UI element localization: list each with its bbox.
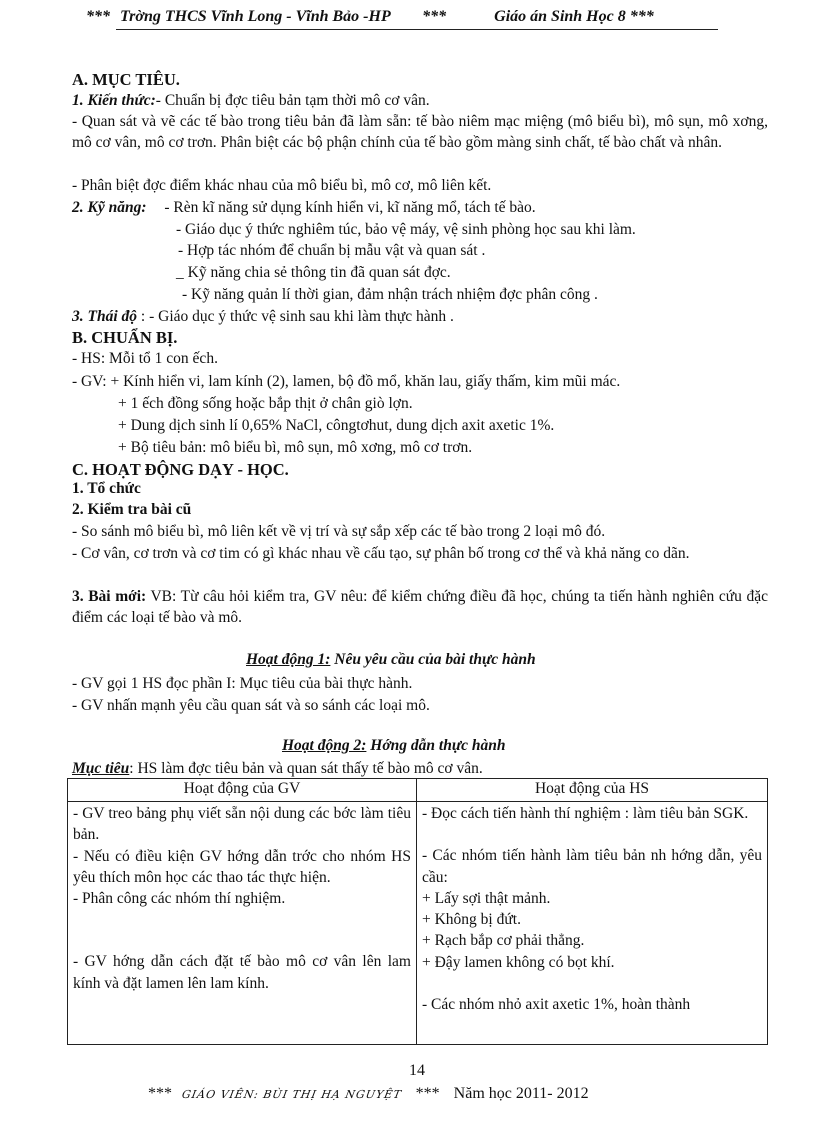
- check-title: 2. Kiểm tra bài cũ: [72, 501, 192, 518]
- skill-item: - Hợp tác nhóm để chuẩn bị mẫu vật và quan sát .: [178, 242, 486, 259]
- header-rule: [116, 29, 718, 30]
- activity-1-label: Hoạt động 1:: [246, 651, 331, 668]
- gv-item: - Nếu có điều kiện GV hớng dẫn trớc cho nhóm HS yêu thích môn học các thao tác thực hiện.: [73, 847, 411, 886]
- footer-teacher: GIÁO VIÊN: BÙI THỊ HẠ NGUYỆT: [180, 1088, 403, 1101]
- skill-item: - Giáo dục ý thức nghiêm túc, bảo vệ máy, vệ sinh phòng học sau khi làm.: [176, 221, 636, 238]
- prep-hs: - HS: Mỗi tổ 1 con ếch.: [72, 350, 218, 367]
- header-stars-left: ***: [86, 8, 110, 25]
- prep-gv-item: + Bộ tiêu bản: mô biểu bì, mô sụn, mô xơng, mô cơ trơn.: [118, 439, 473, 456]
- new-lesson-text: VB: Từ câu hỏi kiểm tra, GV nêu: để kiểm chứng điều đã học, chúng ta tiến hành nghiên cứu đặc điểm các loại tế bào và mô.: [72, 588, 768, 626]
- goal-label: Mục tiêu: [72, 760, 130, 777]
- goal-text: : HS làm đợc tiêu bản và quan sát thấy tế bào mô cơ vân.: [129, 760, 483, 777]
- attitude-label: 3. Thái độ: [72, 308, 138, 325]
- gv-cell: [68, 802, 417, 1045]
- skill-item: _ Kỹ năng chia sẻ thông tin đã quan sát đợc.: [176, 264, 451, 281]
- attitude-text: : - Giáo dục ý thức vệ sinh sau khi làm thực hành .: [140, 308, 454, 325]
- skills-label: 2. Kỹ năng:: [72, 199, 147, 216]
- hs-item: - Các nhóm nhỏ axit axetic 1%, hoàn thành: [422, 996, 691, 1014]
- header-stars-mid: ***: [422, 8, 447, 25]
- page-header: [86, 8, 746, 26]
- header-school: Trờng THCS Vĩnh Long - Vĩnh Bảo -HP: [120, 8, 391, 25]
- gv-item: - Phân công các nhóm thí nghiệm.: [73, 890, 286, 908]
- activity-table: [67, 778, 768, 1045]
- hs-item: + Đậy lamen không có bọt khí.: [422, 953, 615, 971]
- activity-1-line: - GV nhấn mạnh yêu cầu quan sát và so sánh các loại mô.: [72, 697, 430, 714]
- new-lesson-label: 3. Bài mới:: [72, 588, 147, 605]
- hs-item: - Các nhóm tiến hành làm tiêu bản nh hớng dẫn, yêu cầu:: [422, 847, 762, 886]
- activity-1-title: [246, 651, 536, 669]
- table-row: [68, 802, 768, 1045]
- gv-item: - GV treo bảng phụ viết sẵn nội dung các bớc làm tiêu bản.: [73, 805, 411, 844]
- activity-2-goal: [72, 758, 483, 779]
- section-b-title: B. CHUẨN BỊ.: [72, 328, 178, 347]
- footer-stars-left: ***: [148, 1085, 172, 1102]
- knowledge-3: - Phân biệt đợc điểm khác nhau của mô biểu bì, mô cơ, mô liên kết.: [72, 177, 492, 194]
- activity-1-line: - GV gọi 1 HS đọc phần I: Mục tiêu của bài thực hành.: [72, 675, 413, 692]
- prep-gv-item: + 1 ếch đồng sống hoặc bắp thịt ở chân giò lợn.: [118, 395, 413, 412]
- activity-2-label: Hoạt động 2:: [282, 737, 367, 754]
- activity-2-title: [282, 737, 505, 755]
- section-a-title: A. MỤC TIÊU.: [72, 70, 180, 89]
- activity-1-name: Nêu yêu cầu của bài thực hành: [330, 651, 536, 668]
- hs-item: + Lấy sợi thật mảnh.: [422, 889, 551, 907]
- page-number: 14: [409, 1062, 425, 1079]
- header-stars-right: ***: [629, 8, 654, 25]
- attitude-line: [72, 306, 454, 327]
- skill-item: - Rèn kĩ năng sử dụng kính hiển vi, kĩ năng mổ, tách tế bào.: [164, 199, 536, 216]
- hs-item: - Đọc cách tiến hành thí nghiệm : làm tiêu bản SGK.: [422, 805, 749, 822]
- hs-item: + Rạch bắp cơ phải thẳng.: [422, 932, 585, 950]
- header-gv: Hoạt động của GV: [68, 779, 417, 802]
- hs-item: + Không bị đứt.: [422, 911, 521, 929]
- hs-cell: [417, 802, 768, 1045]
- activity-2-name: Hớng dẫn thực hành: [366, 737, 506, 754]
- footer-stars-mid: ***: [415, 1085, 440, 1102]
- new-lesson: [72, 586, 768, 628]
- knowledge-2: - Quan sát và vẽ các tế bào trong tiêu bản đã làm sẵn: tế bào niêm mạc miệng (mô biểu bì), mô sụn, mô xơng, mô cơ vân, mô cơ trơn. Phân biệt các bộ phận chính của tế bào gồm màng sinh chất, tế bào chất và nhân.: [72, 113, 768, 151]
- header-subject: Giáo án Sinh Học 8: [494, 8, 626, 25]
- footer-year: Năm học 2011- 2012: [453, 1085, 589, 1102]
- check-1: - So sánh mô biểu bì, mô liên kết về vị trí và sự sắp xếp các tế bào trong 2 loại mô đó.: [72, 523, 606, 540]
- skill-item: - Kỹ năng quản lí thời gian, đảm nhận trách nhiệm đợc phân công .: [182, 286, 598, 303]
- prep-gv: - GV: + Kính hiển vi, lam kính (2), lamen, bộ đồ mổ, khăn lau, giấy thấm, kim mũi mác.: [72, 373, 621, 390]
- section-c-title: C. HOẠT ĐỘNG DẠY - HỌC.: [72, 460, 289, 479]
- page-footer: [148, 1085, 589, 1103]
- gv-item: - GV hớng dẫn cách đặt tế bào mô cơ vân lên lam kính và đặt lamen lên lam kính.: [73, 953, 411, 992]
- check-2: - Cơ vân, cơ trơn và cơ tim có gì khác nhau về cấu tạo, sự phân bố trong cơ thể và khả năng co dãn.: [72, 545, 690, 562]
- knowledge-label: 1. Kiến thức:: [72, 92, 156, 109]
- knowledge-1: - Chuẩn bị đợc tiêu bản tạm thời mô cơ vân.: [155, 92, 430, 109]
- prep-gv-item: + Dung dịch sinh lí 0,65% NaCl, côngtơhut, dung dịch axit axetic 1%.: [118, 417, 555, 434]
- org-title: 1. Tổ chức: [72, 480, 141, 497]
- header-hs: Hoạt động của HS: [417, 779, 768, 802]
- table-header-row: [68, 779, 768, 802]
- knowledge-line: [72, 90, 430, 111]
- skills-line: [72, 197, 536, 218]
